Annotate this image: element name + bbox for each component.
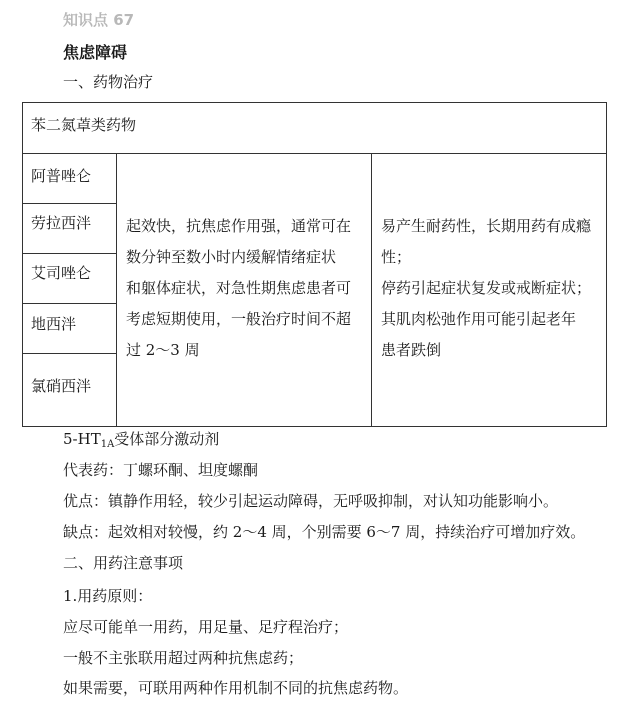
- principle-item: 一般不主张联用超过两种抗焦虑药；: [63, 649, 304, 667]
- representative-drugs: 代表药：丁螺环酮、坦度螺酮: [63, 461, 259, 479]
- principle-item: 应尽可能单一用药，用足量、足疗程治疗；: [63, 618, 349, 636]
- drug-cell: [23, 204, 116, 254]
- advantages-paragraph: 优点：镇静作用轻，较少引起运动障碍，无呼吸抑制，对认知功能影响小。: [63, 492, 559, 510]
- drug-cell: [23, 354, 116, 426]
- disadvantages-line: 患者跌倒: [381, 341, 442, 359]
- drug-cell: [23, 254, 116, 304]
- receptor-agonist-heading: [63, 428, 219, 449]
- disadvantages-text: [381, 211, 603, 366]
- advantages-line: 考虑短期使用，一般治疗时间不超: [126, 310, 352, 328]
- advantages-cell: [117, 154, 372, 426]
- receptor-heading-rest: 受体部分激动剂: [114, 430, 220, 448]
- advantages-line: 起效快，抗焦虑作用强，通常可在: [126, 217, 352, 235]
- benzodiazepine-table: [22, 102, 607, 427]
- disadvantages-line: 易产生耐药性，长期用药有成瘾: [381, 217, 592, 235]
- section-heading-precautions: 二、用药注意事项: [63, 554, 184, 572]
- table-header-text: 苯二氮䓬类药物: [31, 116, 137, 134]
- advantages-line: 数分钟至数小时内缓解情绪症状: [126, 248, 337, 266]
- disadvantages-line: 其肌肉松弛作用可能引起老年: [381, 310, 577, 328]
- advantages-line: 过 2～3 周: [126, 341, 200, 359]
- advantages-line: 和躯体症状，对急性期焦虑患者可: [126, 279, 352, 297]
- disadvantages-cell: [372, 154, 606, 426]
- drug-cell: [23, 304, 116, 354]
- drug-name: 阿普唑仑: [31, 167, 92, 185]
- principle-title: 1.用药原则：: [63, 587, 153, 605]
- disadvantages-line: 性；: [381, 248, 412, 266]
- drug-name: 劳拉西泮: [31, 214, 92, 232]
- disadvantages-line: 停药引起症状复发或戒断症状；: [381, 279, 592, 297]
- drug-name: 地西泮: [31, 315, 77, 333]
- drug-name: 氯硝西泮: [31, 377, 92, 395]
- advantages-text: [126, 211, 366, 366]
- receptor-name: 5-HT: [63, 430, 101, 448]
- drug-name-column: [23, 154, 117, 426]
- principle-item: 如果需要，可联用两种作用机制不同的抗焦虑药物。: [63, 679, 409, 697]
- receptor-subscript: 1A: [100, 439, 115, 450]
- drug-cell: [23, 154, 116, 204]
- topic-title: 焦虑障碍: [63, 43, 128, 62]
- drug-name: 艾司唑仑: [31, 264, 92, 282]
- section-heading-drug-treatment: 一、药物治疗: [63, 73, 154, 91]
- disadvantages-paragraph: 缺点：起效相对较慢，约 2～4 周，个别需要 6～7 周，持续治疗可增加疗效。: [63, 523, 586, 541]
- table-header-cell: [23, 103, 606, 154]
- knowledge-point-label: 知识点 67: [63, 11, 135, 29]
